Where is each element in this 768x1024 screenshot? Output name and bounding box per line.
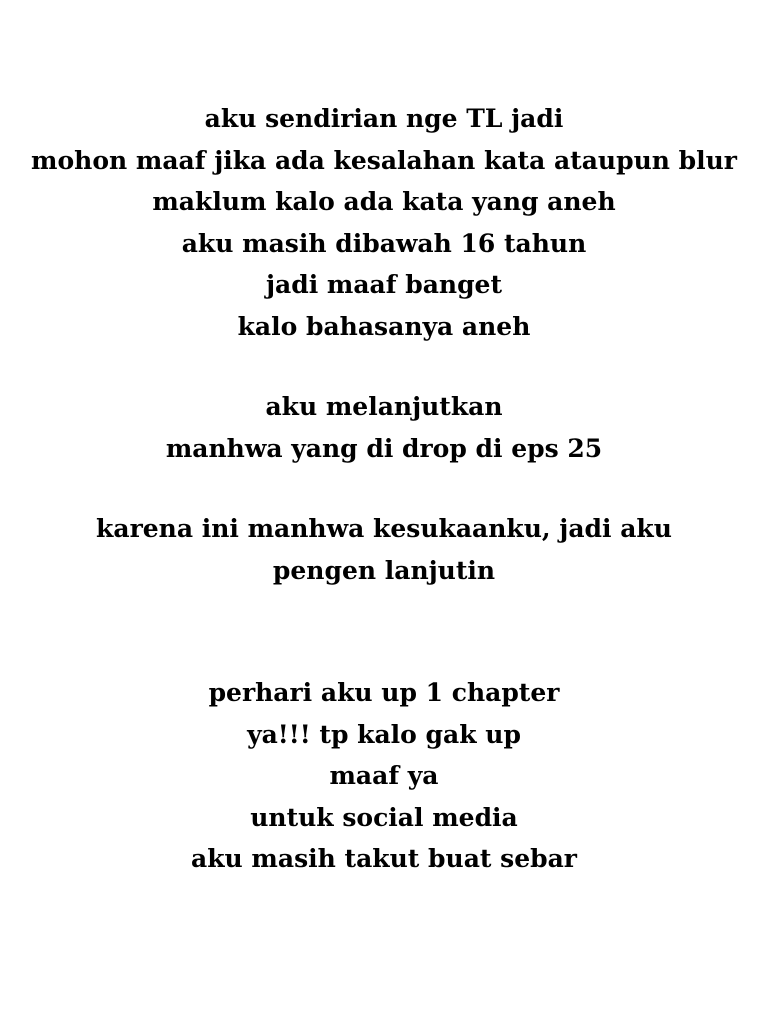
text-line: aku masih takut buat sebar [191,844,577,873]
text-line: aku masih dibawah 16 tahun [181,228,587,258]
paragraph-schedule [0,672,768,880]
text-line: kalo bahasanya aneh [237,311,531,341]
paragraph-continuation [0,386,768,469]
text-line: mohon maaf jika ada kesalahan kata ataupun blur [31,145,737,175]
paragraph-translator-apology [0,98,768,347]
text-line: manhwa yang di drop di eps 25 [165,433,603,463]
paragraph-reason [0,508,768,591]
text-line: perhari aku up 1 chapter [208,678,560,707]
text-line: maklum kalo ada kata yang aneh [152,187,616,216]
text-line: aku sendirian nge TL jadi [204,104,564,133]
text-line: ya!!! tp kalo gak up [247,719,521,749]
text-line: jadi maaf banget [265,270,503,299]
text-line: pengen lanjutin [272,555,496,585]
text-line: untuk social media [250,802,518,832]
text-line: karena ini manhwa kesukaanku, jadi aku [96,514,672,543]
text-line: maaf ya [329,761,439,790]
text-line: aku melanjutkan [265,392,503,421]
